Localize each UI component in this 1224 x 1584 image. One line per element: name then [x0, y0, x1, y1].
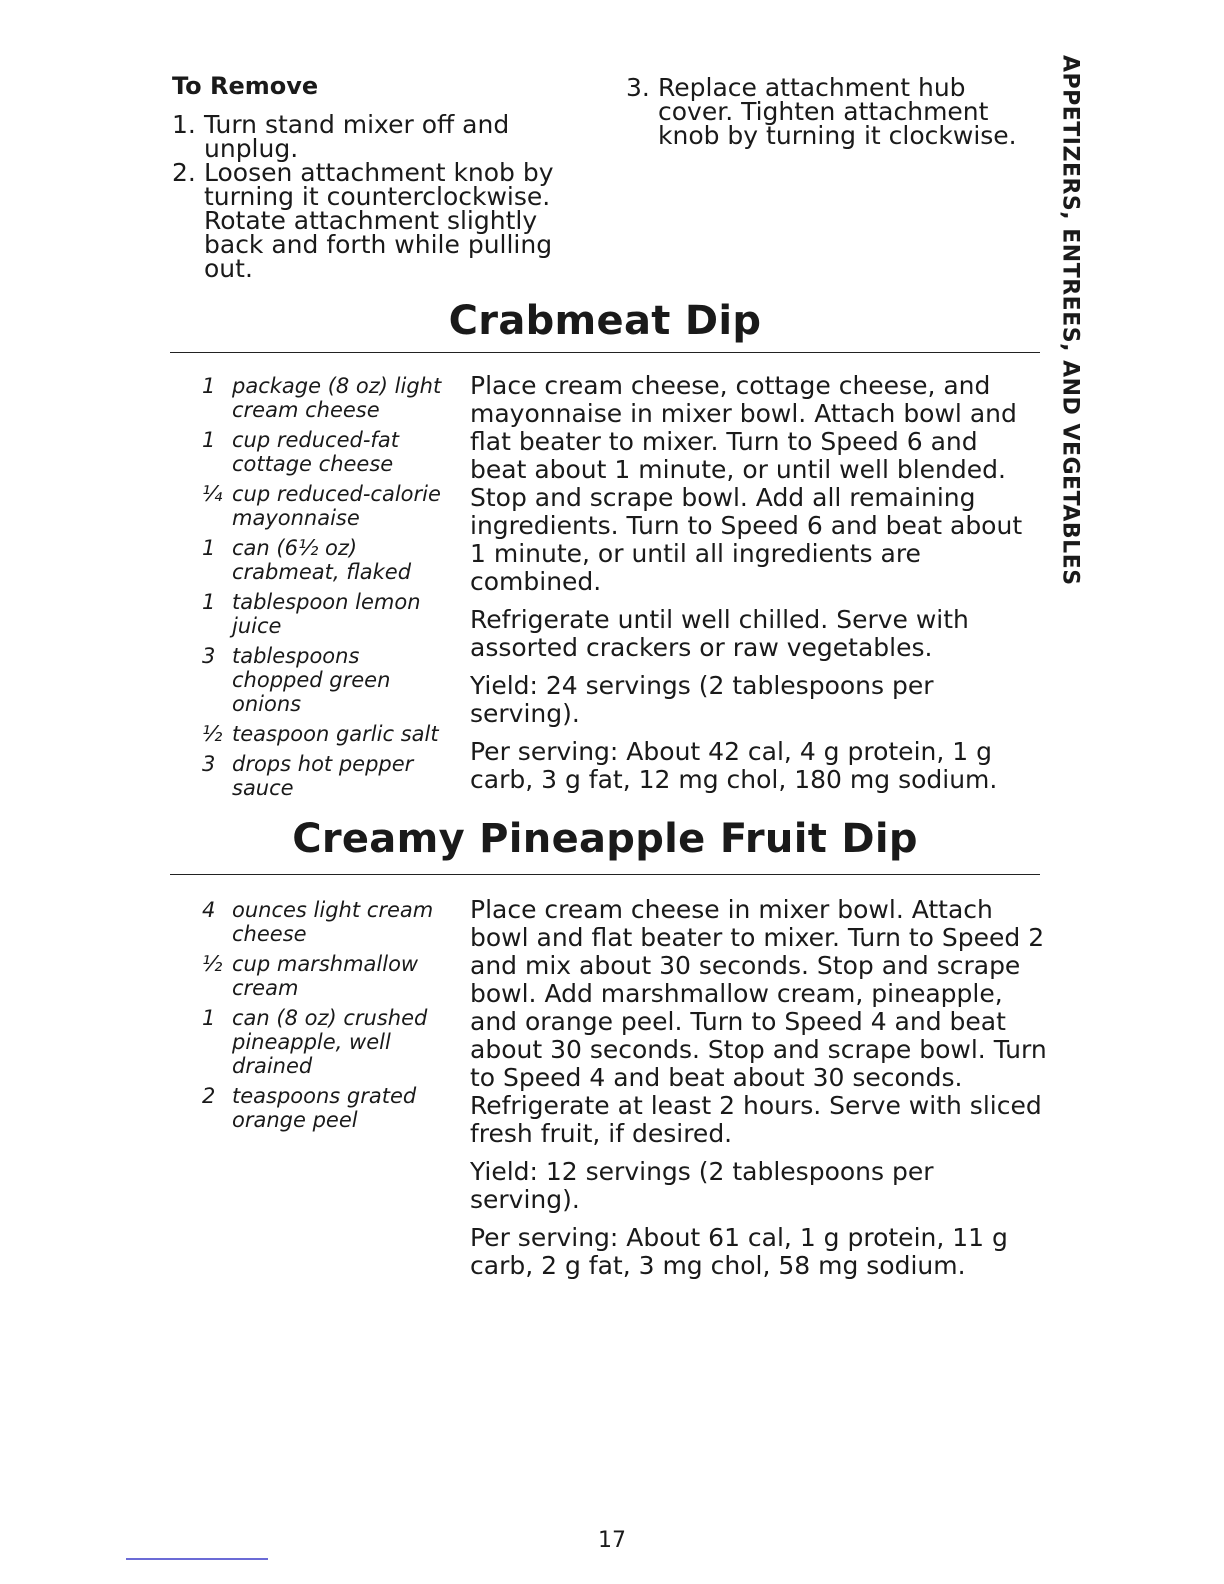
ingredient-item	[202, 1006, 452, 1078]
ingredient-item	[202, 536, 452, 584]
directions-text: Place cream cheese in mixer bowl. Attach bowl and flat beater to mixer. Turn to Speed 2 and mix about 30 seconds. Stop and scrape bowl. Add marshmallow cream, pineapple, and orange peel. Turn to Speed 4 and beat about 30 seconds. Stop and scrape bowl. Turn to Speed 4 and beat about 30 seconds. Refrigerate at least 2 hours. Serve with sliced fresh fruit, if desired.	[470, 895, 1047, 1148]
serving-note: Refrigerate until well chilled. Serve with assorted crackers or raw vegetables.	[470, 605, 969, 662]
recipe-title-crabmeat-dip: Crabmeat Dip	[448, 298, 762, 344]
step-text: Turn stand mixer off and unplug.	[204, 110, 510, 163]
ingredient-item	[202, 482, 452, 530]
ingredient-item	[202, 374, 452, 422]
title-divider	[170, 352, 1040, 353]
ingredient-qty: 1	[202, 374, 216, 398]
step-text: Replace attachment hub cover. Tighten attachment knob by turning it clockwise.	[658, 73, 1017, 150]
to-remove-heading: To Remove	[172, 72, 319, 100]
ingredient-text: cup marshmallow cream	[232, 952, 419, 1000]
ingredient-text: cup reduced-calorie mayonnaise	[232, 482, 441, 530]
page-number: 17	[598, 1528, 626, 1553]
remove-step	[172, 110, 592, 163]
ingredient-qty: 2	[202, 1084, 216, 1108]
yield-text: Yield: 12 servings (2 tablespoons per serving).	[470, 1157, 934, 1214]
ingredient-text: drops hot pepper sauce	[232, 752, 414, 800]
ingredient-text: cup reduced-fat cottage cheese	[232, 428, 399, 476]
ingredient-qty: 1	[202, 428, 216, 452]
section-side-tab	[1050, 54, 1090, 586]
directions-text: Place cream cheese, cottage cheese, and mayonnaise in mixer bowl. Attach bowl and flat beater to mixer. Turn to Speed 6 and beat about 1 minute, or until well blended. Stop and scrape bowl. Add all remaining ingredients. Turn to Speed 6 and beat about 1 minute, or until all ingredients are combined.	[470, 371, 1023, 596]
ingredient-qty: ½	[202, 952, 223, 976]
ingredient-item	[202, 428, 452, 476]
directions-crabmeat	[470, 372, 1038, 804]
title-divider	[170, 874, 1040, 875]
remove-steps-list	[172, 110, 592, 283]
footer-rule	[126, 1558, 268, 1560]
ingredient-qty: 1	[202, 590, 216, 614]
ingredient-text: tablespoon lemon juice	[232, 590, 421, 638]
ingredient-qty: ¼	[202, 482, 223, 506]
ingredients-list-pineapple	[202, 898, 452, 1138]
step-number: 3.	[626, 73, 650, 102]
ingredient-item	[202, 590, 452, 638]
ingredient-qty: ½	[202, 722, 223, 746]
ingredient-item	[202, 644, 452, 716]
ingredient-item	[202, 952, 452, 1000]
step-text: Loosen attachment knob by turning it counterclockwise. Rotate attachment slightly back and forth while pulling out.	[204, 158, 554, 283]
ingredient-item	[202, 898, 452, 946]
nutrition-text: Per serving: About 61 cal, 1 g protein, 11 g carb, 2 g fat, 3 mg chol, 58 mg sodium.	[470, 1223, 1008, 1280]
ingredient-text: can (8 oz) crushed pineapple, well drained	[232, 1006, 428, 1078]
ingredient-item	[202, 722, 452, 746]
directions-pineapple	[470, 896, 1050, 1290]
remove-step	[172, 158, 592, 283]
ingredient-text: tablespoons chopped green onions	[232, 644, 391, 716]
yield-text: Yield: 24 servings (2 tablespoons per serving).	[470, 671, 934, 728]
ingredient-text: package (8 oz) light cream cheese	[232, 374, 442, 422]
step-number: 2.	[172, 158, 196, 187]
remove-step	[626, 73, 1036, 150]
ingredient-item	[202, 752, 452, 800]
replace-steps-list	[626, 73, 1036, 150]
ingredient-qty: 4	[202, 898, 216, 922]
recipe-title-pineapple-dip: Creamy Pineapple Fruit Dip	[292, 816, 918, 862]
ingredient-text: teaspoon garlic salt	[232, 722, 439, 746]
ingredient-item	[202, 1084, 452, 1132]
step-number: 1.	[172, 110, 196, 139]
ingredient-text: ounces light cream cheese	[232, 898, 434, 946]
nutrition-text: Per serving: About 42 cal, 4 g protein, 1 g carb, 3 g fat, 12 mg chol, 180 mg sodium.	[470, 737, 998, 794]
ingredient-text: can (6½ oz) crabmeat, flaked	[232, 536, 412, 584]
ingredient-text: teaspoons grated orange peel	[232, 1084, 417, 1132]
ingredient-qty: 3	[202, 644, 216, 668]
side-tab-label: APPETIZERS, ENTREES, AND VEGETABLES	[1057, 54, 1083, 586]
ingredient-qty: 1	[202, 536, 216, 560]
ingredient-qty: 3	[202, 752, 216, 776]
ingredient-qty: 1	[202, 1006, 216, 1030]
ingredients-list-crabmeat	[202, 374, 452, 806]
